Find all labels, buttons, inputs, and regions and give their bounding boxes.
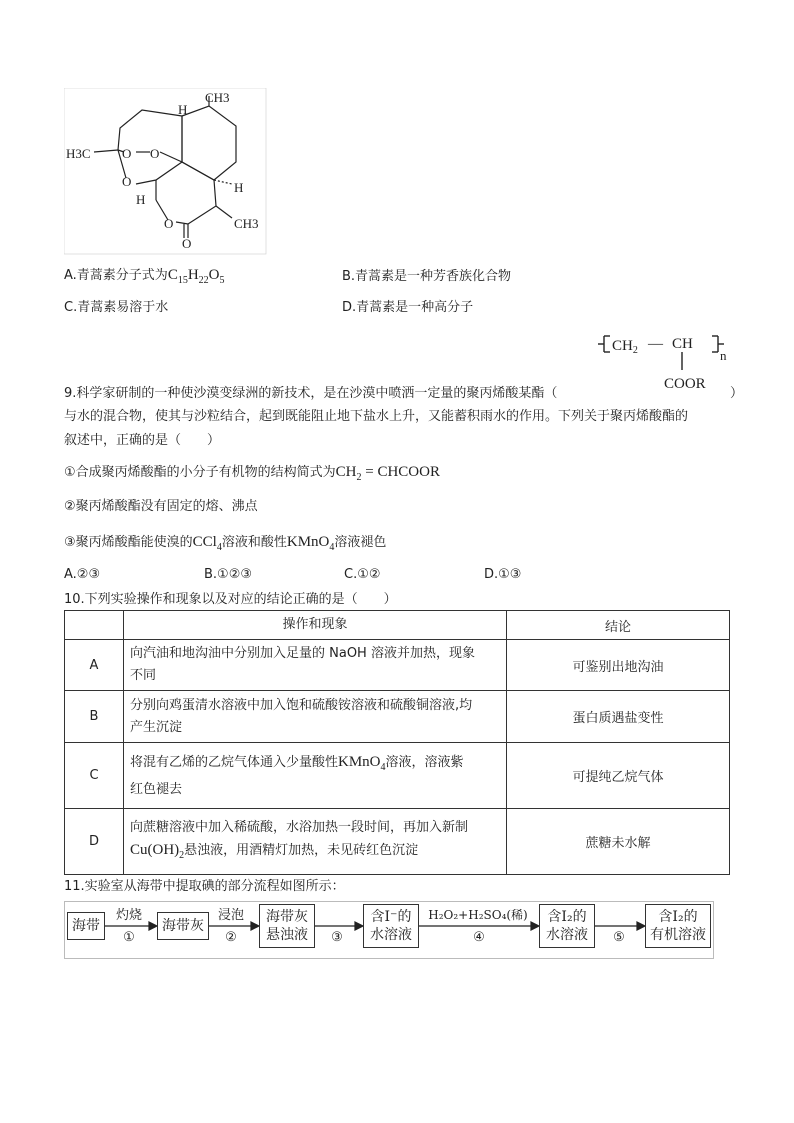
row-label: D: [65, 809, 124, 875]
row-label: A: [65, 640, 124, 691]
table-header: 操作和现象: [124, 611, 507, 640]
q9-line3: 叙述中，正确的是（ ）: [64, 433, 221, 448]
artemisinin-structure: [64, 88, 268, 256]
flow-step-number: ⑤: [613, 930, 625, 945]
flow-box-iodine-organic: 含I₂的 有机溶液: [645, 904, 711, 948]
flow-step-label: 浸泡: [217, 908, 244, 923]
q9-line1: 9.科学家研制的一种使沙漠变绿洲的新技术，是在沙漠中喷洒一定量的聚丙烯酸某酯（: [64, 386, 558, 401]
row-label: C: [65, 743, 124, 809]
q9-choice-d: D.①③: [484, 567, 522, 582]
table-row: [65, 640, 730, 691]
q8-option-c: C.青蒿素易溶于水: [64, 300, 169, 315]
struct-label: O: [122, 174, 132, 189]
row-operation: 分别向鸡蛋清水溶液中加入饱和硫酸铵溶液和硫酸铜溶液,均 产生沉淀: [124, 691, 507, 743]
polymer-svg: [594, 326, 734, 398]
row-conclusion: 可鉴别出地沟油: [507, 640, 730, 691]
struct-label: H3C: [66, 146, 91, 161]
struct-label: CH3: [234, 216, 259, 231]
struct-label: O: [150, 146, 160, 161]
struct-label: CH3: [205, 90, 230, 105]
q9-line2: 与水的混合物，使其与沙粒结合，起到既能阻止地下盐水上升，又能蓄积雨水的作用。下列关于聚丙烯酸酯的: [64, 409, 689, 424]
table-row: [65, 743, 730, 809]
polymer-dash: —: [648, 336, 663, 352]
struct-label: H: [234, 180, 244, 195]
flow-box-iodine-aqueous: 含I₂的 水溶液: [539, 904, 595, 948]
row-operation: 向蔗糖溶液中加入稀硫酸，水浴加热一段时间，再加入新制 $Cu(OH)_2$悬浊液，用酒精灯加热，未见砖红色沉淀: [124, 809, 507, 875]
flow-step-number: ②: [225, 930, 237, 945]
q9-choice-c: C.①②: [344, 567, 381, 582]
table-header: [65, 611, 124, 640]
flow-diagram: [64, 901, 714, 959]
struct-label: H: [178, 102, 188, 117]
polymer-n: n: [720, 348, 727, 363]
row-operation: 将混有乙烯的乙烷气体通入少量酸性KMnO$_4$溶液，溶液紫 红色褪去: [124, 743, 507, 809]
row-conclusion: 可提纯乙烷气体: [507, 743, 730, 809]
flow-step-number: ④: [473, 930, 485, 945]
struct-label: O: [164, 216, 174, 231]
q11-title: 11.实验室从海带中提取碘的部分流程如图所示：: [64, 879, 345, 894]
flow-box-ash: 海带灰: [157, 912, 209, 940]
row-conclusion: 蛋白质遇盐变性: [507, 691, 730, 743]
structure-svg: [64, 88, 268, 256]
polymer-structure: [594, 326, 734, 398]
polymer-ch2: CH: [612, 338, 633, 354]
polymer-ch: CH: [672, 336, 693, 352]
flow-box-seaweed: 海带: [67, 912, 105, 940]
flow-step-number: ①: [123, 930, 135, 945]
flow-box-suspension: 海带灰 悬浊液: [259, 904, 315, 948]
q8-option-a: A.青蒿素分子式为$C_{15}H_{22}O_5$: [64, 267, 225, 286]
table-header-row: [65, 611, 730, 640]
q9-line1-end: ）: [730, 386, 744, 401]
flow-step-label: 灼烧: [115, 908, 142, 923]
flow-step-number: ③: [331, 930, 343, 945]
q9-statement-1: ①合成聚丙烯酸酯的小分子有机物的结构简式为$CH_2$ = CHCOOR: [64, 464, 440, 483]
table-header: 结论: [507, 611, 730, 640]
row-conclusion: 蔗糖未水解: [507, 809, 730, 875]
flow-box-iodide-solution: 含I⁻的 水溶液: [363, 904, 419, 948]
q9-statement-3: ③聚丙烯酸酯能使溴的CCl$_4$溶液和酸性KMnO$_4$溶液褪色: [64, 534, 387, 553]
q9-choice-b: B.①②③: [204, 567, 253, 582]
q9-choice-a: A.②③: [64, 567, 101, 582]
struct-label: H: [136, 192, 146, 207]
polymer-coor: COOR: [664, 376, 706, 392]
svg-text:CH2: $CH_2$: [612, 338, 638, 356]
flow-step-reagent: H₂O₂+H₂SO₄(稀): [428, 908, 528, 922]
q8-option-d: D.青蒿素是一种高分子: [342, 300, 474, 315]
row-label: B: [65, 691, 124, 743]
q9-statement-2: ②聚丙烯酸酯没有固定的熔、沸点: [64, 499, 258, 514]
experiment-table: [64, 610, 730, 875]
row-operation: 向汽油和地沟油中分别加入足量的 NaOH 溶液并加热，现象 不同: [124, 640, 507, 691]
q10-title: 10.下列实验操作和现象以及对应的结论正确的是（ ）: [64, 592, 397, 607]
struct-label: O: [182, 236, 192, 251]
table-row: [65, 691, 730, 743]
q8-option-b: B.青蒿素是一种芳香族化合物: [342, 269, 512, 284]
table-row: [65, 809, 730, 875]
struct-label: O: [122, 146, 132, 161]
